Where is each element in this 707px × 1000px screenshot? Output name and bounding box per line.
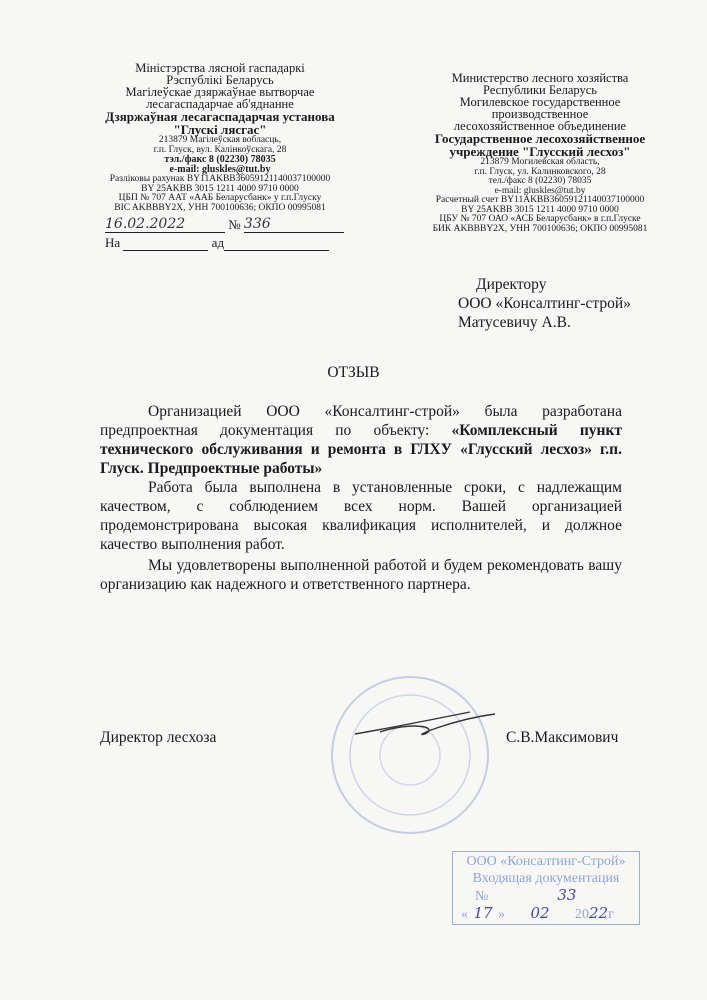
ministry-line: производственное [491,107,589,121]
reply-to-line [105,234,329,251]
outgoing-number-line [105,216,344,233]
ministry-line: Могилевское государственное [459,95,621,109]
ministry-line: Міністэрства лясной гаспадаркі [135,61,305,75]
ministry-line: Республики Беларусь [483,83,597,97]
bank-line: Разліковы рахунак BY11AKBB36059121140037100000 [109,174,331,184]
address: г.п. Глуск, вул. Калінкоўскага, 28 [153,144,287,155]
signatory-name: С.В.Максимович [506,729,619,746]
email: e-mail: gluskles@tut.by [494,185,586,196]
paragraph: Работа была выполнена в установленные сроки, с надлежащим качеством, с соблюдением всех норм. Вашей организацией продемонстрирована высокая квалификация исполнителей, и должное качество выполнения работ. [100,479,622,553]
stamp-company: ООО «Консалтинг-Строй» [466,854,626,869]
ministry-line: Магілеўскае дзяржаўнае вытворчае [125,85,315,99]
addressee-line: Директору [476,276,547,293]
ad-label: ад [211,235,225,250]
address: г.п. Глуск, ул. Калинковского, 28 [474,166,606,177]
document-body [100,402,622,594]
ministry-line: лесохозяйственное объединение [453,119,627,133]
left-letterhead [95,62,345,213]
round-seal-icon [320,670,520,840]
signatory-title: Директор лесхоза [100,729,217,746]
org-name: "Глускі лясгас" [173,122,267,137]
stamp-label: Входящая документация [472,871,620,886]
handwritten-month: 02 [530,904,550,922]
stamp-number-label: № [475,889,489,904]
stamp-date-row: « 17 » 02 2022г [461,904,614,922]
address: 213879 Могилевская область, [480,157,600,167]
email: e-mail: gluskles@tut.by [169,164,271,175]
date-field [105,216,225,233]
bank-line: BY 25AKBB 3015 1211 4000 9710 0000 [141,183,299,194]
phone: тэл./факс 8 (02230) 78035 [164,154,276,165]
document-title: ОТЗЫВ [327,364,380,381]
address: 213879 Магілеўская вобласць, [158,135,282,145]
incoming-document-stamp [452,851,640,925]
ministry-line: Рэспублікі Беларусь [166,73,274,87]
stamp-year-prefix: 20 [575,907,589,922]
number-sign: № [228,217,241,232]
bank-line: БИК AKBBBY2X, УНН 700100636; ОКПО 00995081 [432,223,648,234]
paragraph [100,402,622,478]
project-name: «Комплексный пункт технического обслуживания и ремонта в ГЛХУ «Глусский лесхоз» г.п. Глуск. Предпроектные работы» [100,422,622,477]
bank-line: ЦБП № 707 ААТ «ААБ Беларусбанк» у г.п.Глуску [118,193,322,203]
number-field [244,216,344,233]
paragraph-text: Организацией ООО «Консалтинг-строй» была разработана предпроектная документация по объекту: [100,403,622,439]
stamp-number-row [453,887,639,905]
addressee-line: ООО «Консалтинг-строй» [458,295,631,312]
handwritten-incoming-number: 33 [557,886,577,904]
paragraph: Мы удовлетворены выполненной работой и будем рекомендовать вашу организацию как надежного и ответственного партнера. [100,557,622,593]
org-name: Дзяржаўная лесагаспадарчая установа [105,109,335,124]
right-letterhead [405,72,675,234]
addressee [458,275,631,332]
bank-line: BY 25AKBB 3015 1211 4000 9710 0000 [461,204,619,215]
signature-icon [350,708,500,738]
na-label: На [105,235,121,250]
org-name: Государственное лесохозяйственное [434,131,646,146]
handwritten-number: 336 [243,216,271,232]
bank-line: BIC AKBBBY2X, УНН 700100636; ОКПО 00995081 [114,202,326,213]
handwritten-day: 17 [473,904,493,922]
ministry-line: лесагаспадарчае аб'яднанне [146,97,294,111]
bank-line: ЦБУ № 707 ОАО «АСБ Беларусбанк» в г.п.Глуске [439,214,641,224]
addressee-line: Матусевичу А.В. [458,314,571,331]
org-name: учреждение "Глусский лесхоз" [449,144,631,159]
handwritten-year: 22 [589,904,609,922]
bank-line: Расчетный счет BY11AKBB36059121140037100000 [435,195,645,205]
ministry-line: Министерство лесного хозяйства [451,71,629,85]
phone: тел./факс 8 (02230) 78035 [488,176,592,186]
handwritten-date: 16.02.2022 [105,216,186,232]
stamp-year-suffix: г [608,907,614,922]
